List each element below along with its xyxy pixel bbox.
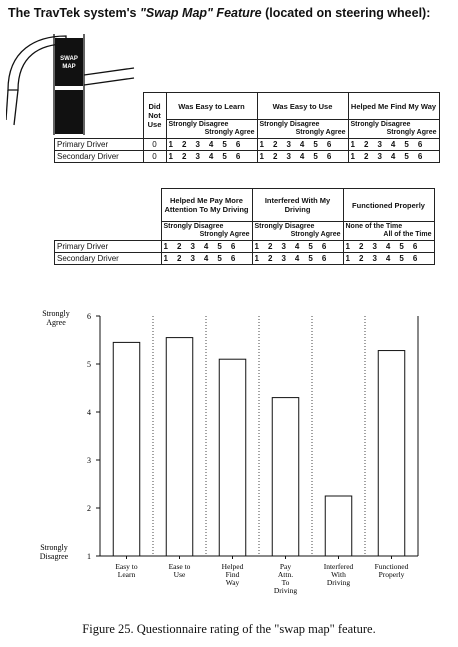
x-tick-label: Functioned (374, 562, 409, 571)
did-not-use-value: 0 (143, 139, 166, 151)
row-label: Primary Driver (55, 241, 162, 253)
rating-scale: 1 2 3 4 5 6 (166, 151, 257, 163)
bar (272, 398, 299, 556)
table-row (55, 151, 440, 163)
bar-chart (0, 300, 458, 620)
rating-scale: 1 2 3 4 5 6 (348, 139, 439, 151)
y-tick-label: 6 (87, 312, 91, 321)
column-header: Was Easy to Learn (166, 93, 257, 120)
scale-anchors: Strongly Disagree Strongly Agree (252, 222, 343, 241)
bar (325, 496, 352, 556)
x-tick-label: Driving (326, 578, 351, 587)
x-tick-label: Easy to (115, 562, 138, 571)
rating-scale: 1 2 3 4 5 6 (252, 241, 343, 253)
x-tick-label: Interfered (323, 562, 354, 571)
rating-scale: 1 2 3 4 5 6 (348, 151, 439, 163)
scale-anchors: Strongly Disagree Strongly Agree (257, 120, 348, 139)
x-tick-label: To (281, 578, 290, 587)
rating-scale: 1 2 3 4 5 6 (343, 241, 434, 253)
x-tick-label: Way (225, 578, 240, 587)
column-header: Helped Me Find My Way (348, 93, 439, 120)
rating-scale: 1 2 3 4 5 6 (257, 139, 348, 151)
y-axis-bottom-label: Strongly (40, 543, 68, 552)
column-header: Interfered With My Driving (252, 189, 343, 222)
y-tick-label: 2 (87, 504, 91, 513)
row-label: Secondary Driver (55, 151, 144, 163)
bar (166, 338, 193, 556)
y-tick-label: 5 (87, 360, 91, 369)
row-label: Primary Driver (55, 139, 144, 151)
y-axis-bottom-label: Disagree (39, 552, 69, 561)
rating-scale: 1 2 3 4 5 6 (252, 253, 343, 265)
y-axis-top-label: Strongly (42, 309, 70, 318)
page-title: The TravTek system's "Swap Map" Feature (located on steering wheel): (8, 6, 431, 20)
figure-caption: Figure 25. Questionnaire rating of the "swap map" feature. (82, 622, 376, 636)
column-header: Helped Me Pay More Attention To My Driving (161, 189, 252, 222)
x-tick-label: Pay (279, 562, 292, 571)
rating-scale: 1 2 3 4 5 6 (343, 253, 434, 265)
x-tick-label: Driving (273, 586, 298, 595)
bar (219, 359, 246, 556)
y-tick-label: 4 (87, 408, 91, 417)
x-tick-label: Find (225, 570, 240, 579)
column-header: Was Easy to Use (257, 93, 348, 120)
row-label: Secondary Driver (55, 253, 162, 265)
table-row (55, 139, 440, 151)
x-tick-label: With (331, 570, 346, 579)
rating-table-2 (54, 188, 435, 265)
rating-table-1 (54, 92, 440, 163)
rating-scale: 1 2 3 4 5 6 (257, 151, 348, 163)
swap-map-button-label: MAP (62, 64, 76, 70)
did-not-use-value: 0 (143, 151, 166, 163)
x-tick-label: Ease to (168, 562, 191, 571)
bar (378, 351, 405, 556)
y-axis-top-label: Agree (46, 318, 66, 327)
x-tick-label: Use (173, 570, 186, 579)
swap-map-button (55, 38, 83, 86)
column-header: Functioned Properly (343, 189, 434, 222)
table-row (55, 253, 435, 265)
swap-map-button-label: SWAP (60, 56, 78, 62)
table-row (55, 241, 435, 253)
x-tick-label: Helped (221, 562, 244, 571)
scale-anchors: Strongly Disagree Strongly Agree (166, 120, 257, 139)
rating-scale: 1 2 3 4 5 6 (161, 241, 252, 253)
rating-scale: 1 2 3 4 5 6 (166, 139, 257, 151)
x-tick-label: Attn. (277, 570, 294, 579)
bar (113, 342, 140, 556)
rating-scale: 1 2 3 4 5 6 (161, 253, 252, 265)
did-not-use-header: Did Not Use (143, 93, 166, 139)
scale-anchors: Strongly Disagree Strongly Agree (161, 222, 252, 241)
scale-anchors: None of the Time All of the Time (343, 222, 434, 241)
scale-anchors: Strongly Disagree Strongly Agree (348, 120, 439, 139)
y-tick-label: 1 (87, 552, 91, 561)
x-tick-label: Learn (117, 570, 136, 579)
x-tick-label: Properly (378, 570, 405, 579)
y-tick-label: 3 (87, 456, 91, 465)
